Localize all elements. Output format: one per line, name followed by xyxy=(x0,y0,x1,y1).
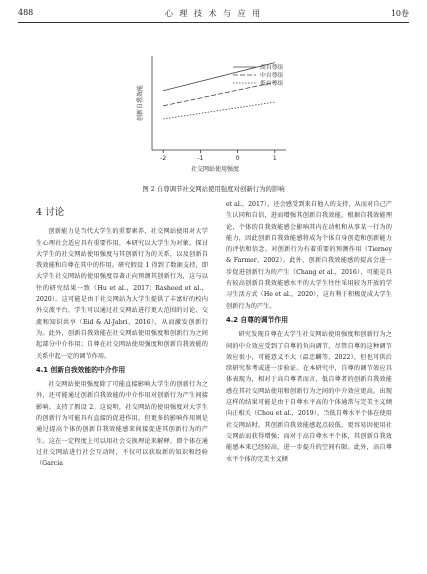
journal-title: 心 理 技 术 与 应 用 xyxy=(164,9,263,18)
page-number: 488 xyxy=(18,8,34,17)
legend-label: 高自尊组 xyxy=(260,65,284,71)
right-column xyxy=(226,199,392,465)
subsection-heading: 4.2 自尊的调节作用 xyxy=(226,315,288,324)
legend-label: 低自尊组 xyxy=(260,81,284,87)
x-tick-label: -1 xyxy=(197,155,204,162)
series-line xyxy=(163,82,275,106)
x-tick-label: 0 xyxy=(235,155,240,162)
volume-label: 10卷 xyxy=(390,9,409,18)
paragraph: et al.，2017），还会感受到来自他人的支持，从而对自己产生认同和自信，进而增强其创新自我效能。根据自我效能理论，个体的自我效能感会影响其内在动机和从事某一行为的能力，因此创新自我效能感将成为个体自身创造和创新能力的评估和信念。对创新行为有着重要的预测作用（Tierney & Farmer，2002）。此外，创新自我效能感的提高会进一步促进创新行为的产生（Chang et al.，2016），可能是具有较高创新自我效能感水平的大学生往往采用较为开放的学习生活方式（He et al.，2020），这有利于积极促成大学生创新行为的产生。 xyxy=(226,201,392,310)
x-tick-label: -2 xyxy=(160,155,167,162)
section-heading: 4 讨论 xyxy=(36,207,65,218)
left-column xyxy=(36,201,208,470)
subsection-heading: 4.1 创新自我效能的中介作用 xyxy=(36,365,126,374)
x-tick-label: 1 xyxy=(272,155,277,162)
paragraph: 社交网站使用强度除了可能直接影响大学生的创新行为之外，还可能通过创新自我效能的中介作用对创新行为产生间接影响。支持了假设 2。这说明，社交网站的使用强度对大学生的创新行为可能具有直接的促进作用，但更多的影响作用则是通过提高个体的创新自我效能感来间接促进其创新行为的产生。这在一定程度上可以用社会交换理论来解释，即个体在通过社交网站进行社会互动时，不仅可以获取新的知识和经验（Garcia xyxy=(36,381,208,468)
x-axis-label: 社交网站使用强度 xyxy=(190,166,240,173)
legend-label: 中自尊组 xyxy=(260,73,284,79)
paragraph: 研究发现自尊在大学生社交网站使用强度和创新行为之间的中介效应受到了自尊的负向调节，尽管自尊的这种调节效应很小，可能意义不大（温忠麟等，2022），但也可供后续研究参考或进一步验证。在本研究中，自尊的调节效应具体表现为，相对于高自尊者而言，低自尊者的创新自我效能感在其社交网站使用和创新行为之间的中介效应更高。出现这样的结果可能是由于自尊水平高的个体通常与完美主义倾向正相关（Chou et al.，2019）。当低自尊水平个体在使用社交网站时，其创新自我效能感起点较低，更容易因使用社交网站而获得增强；而对于高自尊水平个体，其创新自我效能感本来已经较高，进一步提升的空间有限。此外，高自尊水平个体的完美主义倾 xyxy=(226,331,392,463)
y-axis-label: 创新自我效能 xyxy=(137,84,144,122)
figure-chart xyxy=(0,0,427,182)
series-line xyxy=(163,102,275,119)
series-line xyxy=(163,63,275,91)
figure-caption: 图 2 自尊调节社交网站使用强度对创新行为的影响 xyxy=(142,185,285,193)
paragraph: 创新能力是当代大学生的重要素养，社交网站使用对大学生心理社会适应具有重要作用，本研究以大学生为对象，探讨大学生的社交网站使用强度与其创新行为的关系，以及创新自我效能和自尊在其中的作用。研究假设 1 得到了数据支持，即大学生社交网站的使用强度显著正向预测其创新行为，这与以往的研究结果一致（Hu et al.，2017；Rasheed et al.，2020）。这可能是由于社交网站为大学生提供了丰富好的校内外交流平台，学生可以通过社交网站进行更大范围的讨论、交流和知识共享（Eid & Al-Jabri，2016），从而激发创新行为。此外，创新自我效能在社交网站使用强度和创新行为之间起部分中介作用；自尊在社交网站使用强度和创新自我效能的关系中起一定的调节作用。 xyxy=(36,228,208,360)
